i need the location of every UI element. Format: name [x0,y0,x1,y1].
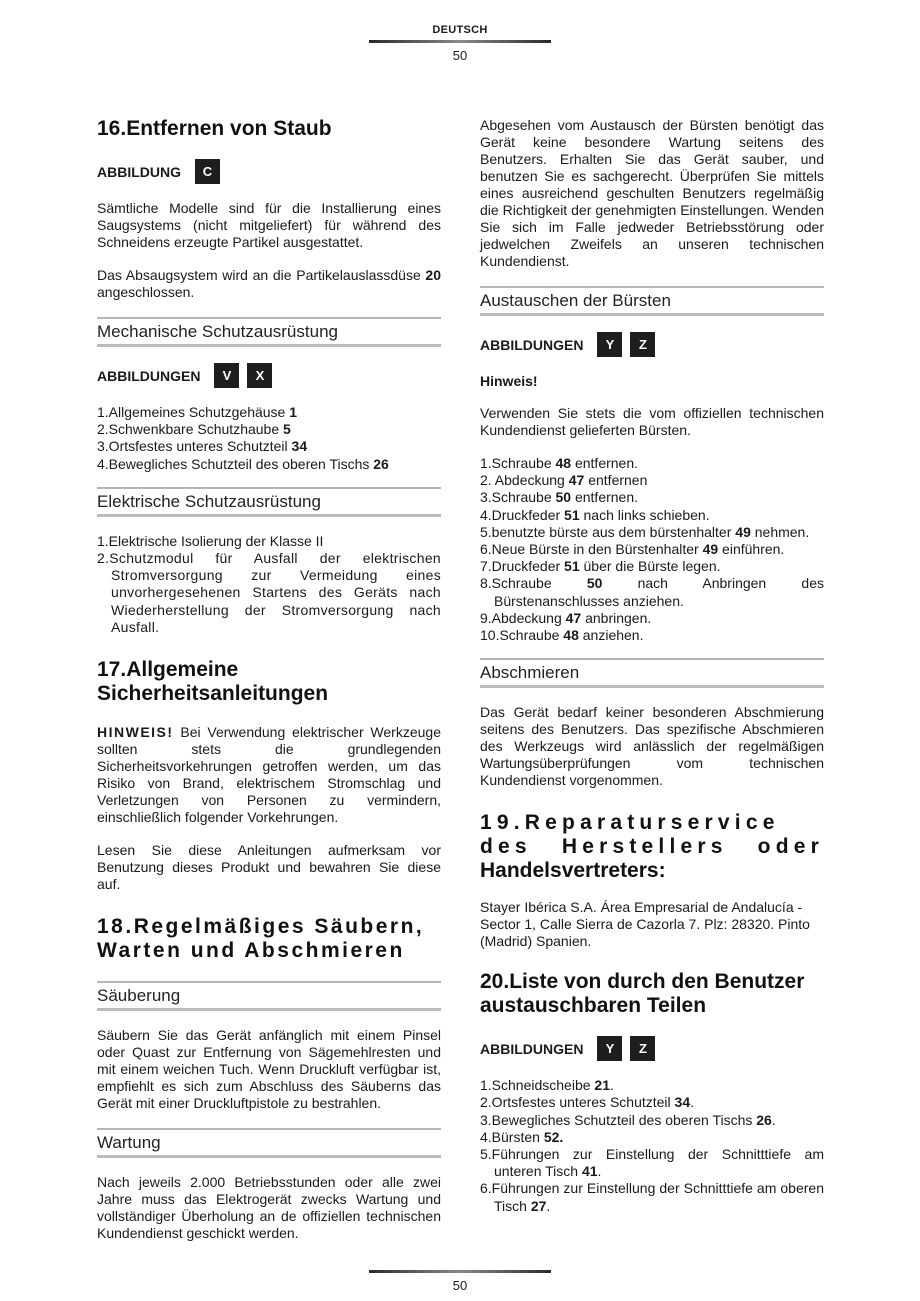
maintenance-intro-paragraph: Abgesehen vom Austausch der Bürsten benötigt das Gerät keine besondere Wartung seitens des Benutzers. Erhalten Sie das Gerät sauber, und benutzen Sie es sachgerecht. Überprüfen Sie mittels eines ausreichend geschulten Benutzers regelmäßig die Richtigkeit der genehmigten Einstellungen. Wenden Sie sich im Falle jedweder Betriebsstörung oder jedwelchen Zweifels an unseren technischen Kundendienst. [480,117,824,269]
figure-label: ABBILDUNGEN [97,367,201,384]
figure-badge-c: C [195,159,220,184]
mechanical-protection-header [97,317,441,347]
replaceable-parts-list [480,1077,824,1215]
cleaning-paragraph: Säubern Sie das Gerät anfänglich mit einem Pinsel oder Quast zur Entfernung von Sägemehlresten und mit einem weichen Tuch. Wenn Druckluft verfügbar ist, empfiehlt es sich zum Abschluss des Säuberns das Gerät mit einer Druckluftpistole zu bestrahlen. [97,1027,441,1112]
footer-divider [369,1270,551,1273]
section-17-title: 17.Allgemeine Sicherheitsanleitungen [97,658,329,706]
maintenance-paragraph: Nach jeweils 2.000 Betriebsstunden oder alle zwei Jahre muss das Elektrogerät zwecks Wartung und vollständiger Überholung an de offiziellen technischen Kundendienst geschickt werden. [97,1174,441,1242]
list-item: 3.Schraube 50 entfernen. [480,489,639,506]
list-item: 4.Druckfeder 51 nach links schieben. [480,506,710,523]
figure-label: ABBILDUNGEN [480,1040,584,1057]
mechanical-protection-title: Mechanische Schutzausrüstung [97,322,338,341]
figure-reference-brush [480,332,824,357]
list-item: 4.Bürsten 52. [480,1128,564,1145]
page-header [0,24,920,63]
brush-replacement-header [480,286,824,316]
section-18-title: 18.Regelmäßiges Säubern, Warten und Abschmieren [97,915,425,963]
lubrication-header [480,658,824,688]
list-item: 1.Schneidscheibe 21. [480,1077,614,1094]
list-item: 8.Schraube 50 nach Anbringen des Bürstenanschlusses anziehen. [480,575,824,609]
brush-paragraph: Verwenden Sie stets die vom offiziellen technischen Kundendienst gelieferten Bürsten. [480,405,824,438]
list-item: 7.Druckfeder 51 über die Bürste legen. [480,558,721,575]
maintenance-title: Wartung [97,1133,161,1153]
list-item: 3.Bewegliches Schutzteil des oberen Tischs 26. [480,1111,776,1128]
figure-label: ABBILDUNGEN [480,336,584,353]
brush-hint-label: Hinweis! [480,373,538,389]
lubrication-paragraph: Das Gerät bedarf keiner besonderen Abschmierung seitens des Benutzers. Das spezifische Abschmieren des Werkzeugs wird anlässlich der regelmäßigen Wartungsüberprüfungen vom technischen Kundendienst vorgenommen. [480,704,824,789]
page-number-bottom: 50 [452,1278,468,1293]
list-item: 2.Schutzmodul für Ausfall der elektrischen Stromversorgung zur Vermeidung eines unvorhergesehenen Startens des Geräts nach Wiederherstellung der Stromversorgung nach Ausfall. [97,550,441,635]
lubrication-title: Abschmieren [480,663,580,683]
section-19-title-part-a: 19.Reparaturservice des Herstellers oder [480,811,824,859]
list-item: 10.Schraube 48 anziehen. [480,627,644,644]
figure-label: ABBILDUNG [97,163,181,180]
brush-steps-list [480,455,824,644]
mechanical-protection-list [97,404,441,473]
list-item: 6.Führungen zur Einstellung der Schnitttiefe am oberen Tisch 27. [480,1180,824,1214]
dust-paragraph-2 [97,267,441,301]
electrical-protection-header [97,487,441,517]
list-item: 1.Allgemeines Schutzgehäuse 1 [97,404,298,420]
section-19-title [480,811,824,883]
electrical-protection-list [97,533,441,636]
brush-replacement-title: Austauschen der Bürsten [480,291,671,310]
section-19-title-part-b: Handelsvertreters: [480,859,666,883]
figure-badge-z: Z [630,332,655,357]
safety-p1-text: Bei Verwendung elektrischer Werkzeuge sollten stets die grundlegenden Sicherheitsvorkehrungen getroffen werden, um das Risiko von Brand, elektrischem Stromschlag und Verletzungen von Personen zu vermindern, einschließlich folgender Vorkehrungen. [97,724,441,826]
list-item: 9.Abdeckung 47 anbringen. [480,609,652,626]
figure-badge-y: Y [597,332,622,357]
figure-badge-y: Y [597,1036,622,1061]
header-divider [369,40,551,43]
page-number-top: 50 [452,48,468,63]
list-item: 6.Neue Bürste in den Bürstenhalter 49 einführen. [480,541,785,558]
safety-paragraph-1 [97,724,441,826]
section-16-title: 16.Entfernen von Staub [97,117,332,140]
figure-badge-z: Z [630,1036,655,1061]
dust-p2-end: angeschlossen. [97,284,195,300]
repair-address: Stayer Ibérica S.A. Área Empresarial de Andalucía - Sector 1, Calle Sierra de Cazorla 7. Plz: 28320. Pinto (Madrid) Spanien. [480,899,810,950]
figure-reference [97,159,441,184]
section-20-title: 20.Liste von durch den Benutzer austauschbaren Teilen [480,970,805,1018]
list-item: 2.Ortsfestes unteres Schutzteil 34. [480,1094,694,1111]
figure-reference-parts [480,1036,824,1061]
list-item: 4.Bewegliches Schutzteil des oberen Tischs 26 [97,455,389,472]
list-item: 5.benutzte bürste aus dem bürstenhalter 49 nehmen. [480,523,810,540]
dust-p2-text: Das Absaugsystem wird an die Partikelauslassdüse [97,267,426,283]
figure-reference-mech [97,363,441,388]
list-item: 2.Schwenkbare Schutzhaube 5 [97,421,291,438]
cleaning-title: Säuberung [97,986,181,1006]
list-item: 5.Führungen zur Einstellung der Schnitttiefe am unteren Tisch 41. [480,1146,824,1180]
list-item: 2. Abdeckung 47 entfernen [480,472,648,489]
hint-label: HINWEIS! [97,724,174,741]
language-label: DEUTSCH [432,24,488,36]
figure-badge-v: V [214,363,239,388]
dust-paragraph-1: Sämtliche Modelle sind für die Installierung eines Saugsystems (nicht mitgeliefert) für während des Schneidens erzeugte Partikel ausgestattet. [97,200,441,250]
safety-paragraph-2: Lesen Sie diese Anleitungen aufmerksam vor Benutzung dieses Produkt und bewahren Sie diese auf. [97,842,441,893]
maintenance-header [97,1128,441,1158]
figure-badge-x: X [247,363,272,388]
left-column [97,117,441,1258]
list-item: 1.Elektrische Isolierung der Klasse II [97,532,324,549]
list-item: 3.Ortsfestes unteres Schutzteil 34 [97,438,308,455]
right-column [480,117,824,1229]
page-footer [0,1266,920,1293]
dust-p2-part-number: 20 [425,267,441,283]
cleaning-header [97,981,441,1011]
electrical-protection-title: Elektrische Schutzausrüstung [97,491,321,511]
list-item: 1.Schraube 48 entfernen. [480,455,639,471]
